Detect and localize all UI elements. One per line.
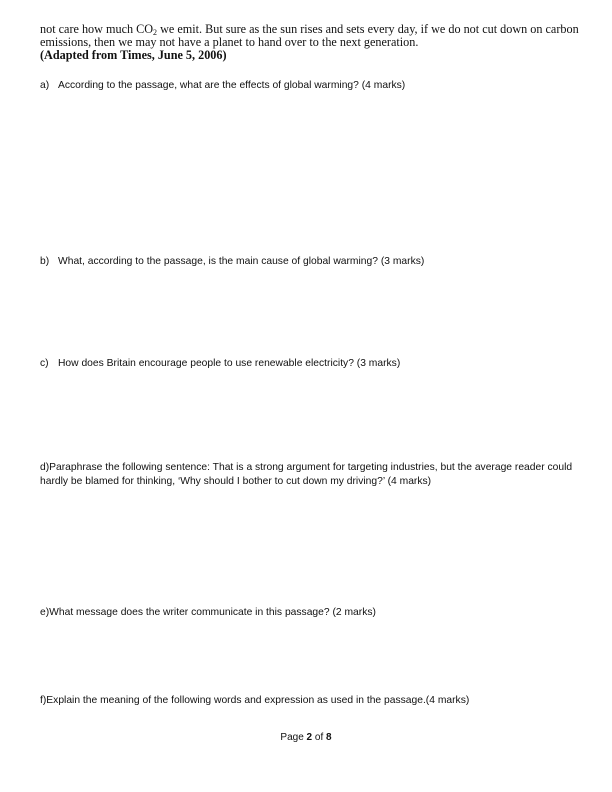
question-text: What, according to the passage, is the main cause of global warming? (3 marks) <box>58 256 425 267</box>
question-text: Paraphrase the following sentence: That is a strong argument for targeting industries, but the average reader could hardly be blamed for thinking, ‘Why should I bother to cut down my driving?’ (4 marks) <box>40 462 573 487</box>
current-page: 2 <box>306 732 313 743</box>
question-d <box>40 461 588 489</box>
question-f <box>40 694 588 708</box>
question-label: c) <box>40 358 49 369</box>
passage-line-2: emissions, then we may not have a planet to hand over to the next generation. <box>40 35 419 49</box>
question-text: Explain the meaning of the following words and expression as used in the passage.(4 marks) <box>46 695 470 706</box>
question-label: f) <box>40 695 47 706</box>
page-number-footer: Page 2 of 8 <box>280 732 332 743</box>
question-e <box>40 606 588 620</box>
question-text: What message does the writer communicate in this passage? (2 marks) <box>49 607 376 618</box>
question-b <box>40 255 588 269</box>
total-pages: 8 <box>326 732 332 743</box>
question-a <box>40 79 588 93</box>
question-label: b) <box>40 256 50 267</box>
question-text: How does Britain encourage people to use renewable electricity? (3 marks) <box>58 358 401 369</box>
question-c <box>40 357 588 371</box>
question-label: d) <box>40 462 50 473</box>
question-label: e) <box>40 607 50 618</box>
passage-source: (Adapted from Times, June 5, 2006) <box>40 48 227 62</box>
passage-line-1: not care how much $CO_2$ we emit. But sure as the sun rises and sets every day, if we do not cut down on carbon <box>40 22 579 37</box>
question-label: a) <box>40 80 50 91</box>
passage-excerpt <box>40 23 585 62</box>
question-text: According to the passage, what are the effects of global warming? (4 marks) <box>58 80 406 91</box>
